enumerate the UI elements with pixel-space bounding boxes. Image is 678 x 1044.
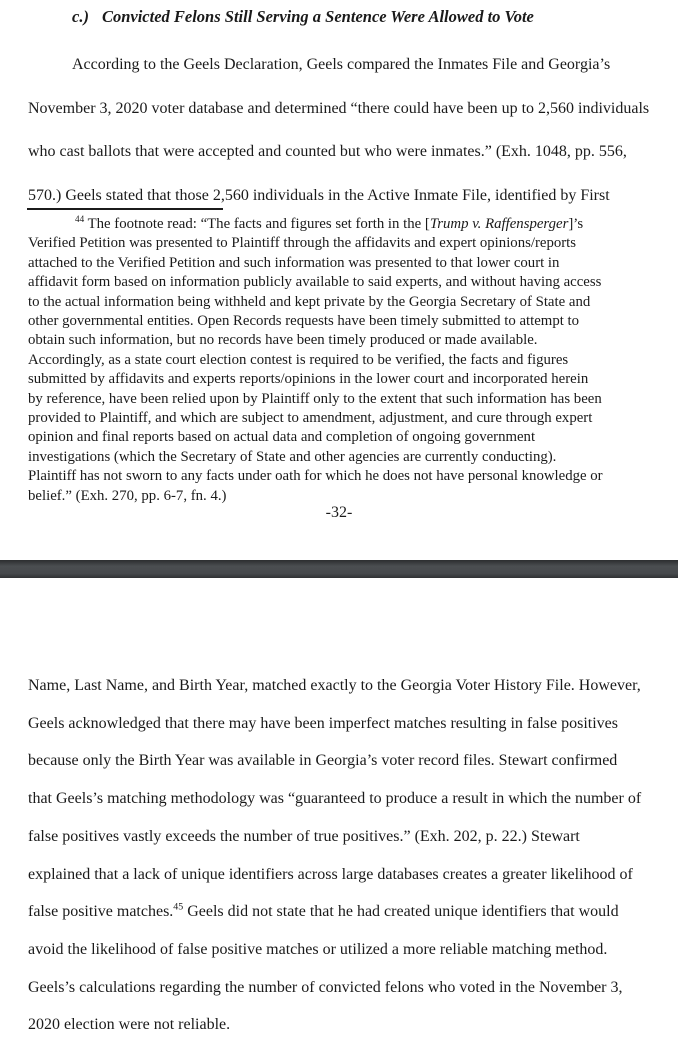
body-text: Geels did not state that he had created unique identifiers that would: [183, 903, 619, 921]
body-text-line: that Geels’s matching methodology was “guaranteed to produce a result in which the number of: [28, 790, 642, 808]
body-text-line: because only the Birth Year was available in Georgia’s voter record files. Stewart confirmed: [28, 752, 618, 770]
footnote-line: other governmental entities. Open Records requests have been timely submitted to attempt to: [28, 313, 580, 330]
footnote-line: opinion and final reports based on actual data and completion of ongoing government: [28, 429, 536, 446]
footnote-line: belief.” (Exh. 270, pp. 6-7, fn. 4.): [28, 487, 227, 504]
footnote-line: to the actual information being withheld and kept private by the Georgia Secretary of State and: [28, 293, 591, 310]
section-heading: [72, 7, 534, 27]
body-text-line: explained that a lack of unique identifiers across large databases creates a greater likelihood of: [28, 865, 633, 883]
body-text-line: who cast ballots that were accepted and counted but who were inmates.” (Exh. 1048, pp. 556,: [28, 143, 627, 160]
footnote-line: Accordingly, as a state court election contest is required to be verified, the facts and figures: [28, 351, 569, 368]
section-heading-title: Convicted Felons Still Serving a Sentence Were Allowed to Vote: [101, 7, 534, 26]
body-text-line: 2020 election were not reliable.: [28, 1016, 231, 1034]
body-text-line: Geels acknowledged that there may have been imperfect matches resulting in false positives: [28, 714, 619, 732]
page1-body-paragraph: [28, 43, 668, 217]
body-text-line: According to the Geels Declaration, Geels compared the Inmates File and Georgia’s: [72, 56, 611, 73]
footnote-line: Verified Petition was presented to Plaintiff through the affidavits and expert opinions/reports: [28, 235, 577, 252]
footnote-text: The footnote read: “The facts and figures set forth in the [: [84, 216, 430, 232]
footnote-line: attached to the Verified Petition and such information was presented to that lower court in: [28, 254, 560, 271]
footnote-reference-45: 45: [173, 901, 184, 913]
body-text: false positive matches.: [28, 903, 174, 921]
body-text-line: [28, 893, 668, 931]
footnote-line: investigations (which the Secretary of State and other agencies are currently conducting).: [28, 448, 557, 465]
footnote-line: provided to Plaintiff, and which are subject to amendment, adjustment, and cure through expert: [28, 410, 593, 427]
footnote-44: [28, 215, 668, 506]
page2-body-paragraph: [28, 667, 668, 1044]
footnote-line: [28, 215, 668, 234]
footnote-line: Plaintiff has not sworn to any facts under oath for which he does not have personal knowledge or: [28, 468, 603, 485]
body-text-line: false positives vastly exceeds the number of true positives.” (Exh. 202, p. 22.) Stewart: [28, 827, 580, 845]
footnote-separator: [27, 208, 223, 210]
body-text-line: 570.) Geels stated that those 2,560 individuals in the Active Inmate File, identified by First: [28, 186, 610, 204]
footnote-line: obtain such information, but no records have been timely produced or made available.: [28, 332, 538, 349]
footnote-line: affidavit form based on information publicly available to said experts, and without having access: [28, 274, 602, 291]
footnote-marker: 44: [75, 214, 85, 225]
page-number: -32-: [325, 504, 353, 521]
case-citation-italic: Trump v. Raffensperger: [429, 216, 569, 232]
body-text-line: November 3, 2020 voter database and determined “there could have been up to 2,560 individuals: [28, 99, 650, 117]
footnote-line: by reference, have been relied upon by Plaintiff only to the extent that such information has been: [28, 390, 602, 407]
body-text-line: Name, Last Name, and Birth Year, matched exactly to the Georgia Voter History File. However,: [28, 677, 641, 694]
page-gap-bar: [0, 560, 678, 578]
footnote-text: ]’s: [568, 216, 584, 232]
section-heading-label: c.): [72, 7, 89, 26]
body-text-line: Geels’s calculations regarding the number of convicted felons who voted in the November 3,: [28, 978, 623, 996]
footnote-line: submitted by affidavits and experts reports/opinions in the lower court and incorporated herein: [28, 371, 589, 388]
body-text-line: avoid the likelihood of false positive matches or utilized a more reliable matching method.: [28, 940, 608, 958]
